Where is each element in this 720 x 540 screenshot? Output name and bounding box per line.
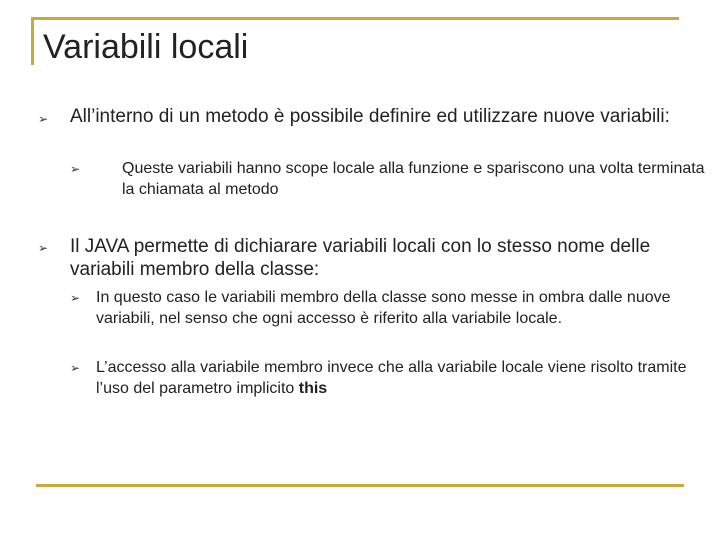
sub-bullet-item-2-1: In questo caso le variabili membro della classe sono messe in ombra dalle nuove variabili, nel senso che ogni accesso è riferito alla variabile locale.: [96, 289, 671, 327]
sub-bullet-item-1-1: Queste variabili hanno scope locale alla funzione e spariscono una volta terminata la chiamata al metodo: [122, 160, 705, 198]
arrow-bullet-icon: ➢: [70, 361, 81, 375]
arrow-bullet-icon: ➢: [70, 162, 81, 176]
arrow-bullet-icon: ➢: [38, 112, 49, 126]
arrow-bullet-icon: ➢: [38, 241, 49, 255]
bullet-item-2: Il JAVA permette di dichiarare variabili locali con lo stesso nome delle variabili membro della classe:: [70, 236, 651, 280]
top-accent-rule: [31, 17, 679, 20]
sub-bullet-item-2-2: [96, 357, 706, 399]
sub-bullet-text: L’accesso alla variabile membro invece che alla variabile locale viene risolto tramite l’uso del parametro implicito: [96, 359, 687, 397]
left-accent-rule: [31, 17, 34, 65]
bullet-item-1: All’interno di un metodo è possibile definire ed utilizzare nuove variabili:: [70, 106, 670, 127]
slide-title: Variabili locali: [43, 28, 249, 66]
bottom-accent-rule: [36, 484, 684, 487]
arrow-bullet-icon: ➢: [70, 291, 81, 305]
keyword-this: this: [298, 380, 328, 397]
